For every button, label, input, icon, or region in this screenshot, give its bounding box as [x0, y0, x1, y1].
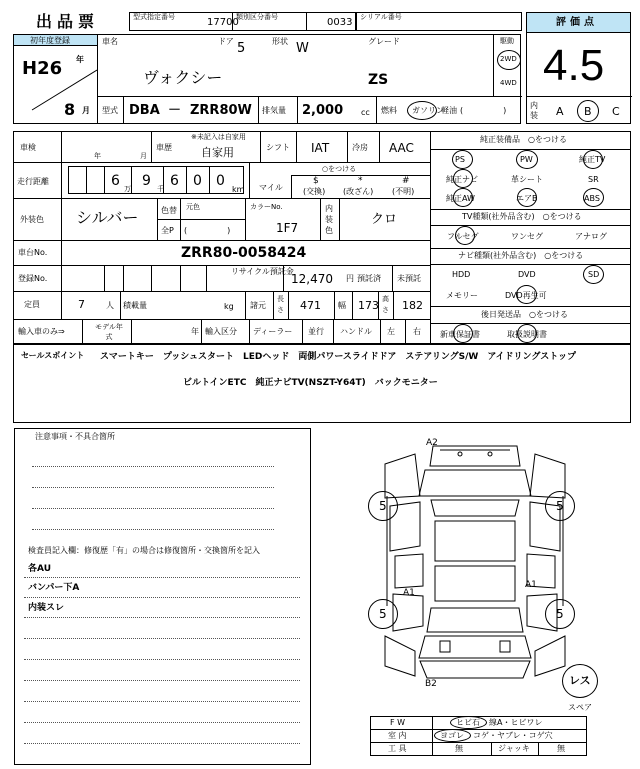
grade-value: ZS — [368, 72, 389, 88]
interior-label: 内装 — [530, 101, 538, 120]
table-jack-label: ジャッキ — [498, 744, 530, 753]
all-paint-label: 全P — [161, 226, 174, 235]
import-type-label: 輸入区分 — [205, 327, 237, 336]
equip-aw: 純正AW — [446, 194, 475, 203]
note-line-2: バンパー下A — [28, 583, 80, 593]
model-year-unit: 年 — [191, 327, 199, 336]
era-year: H26 — [22, 58, 63, 79]
table-fw-other: 線A・ヒビワレ — [489, 718, 543, 727]
shift-value: IAT — [311, 141, 330, 155]
navi-memory: メモリー — [446, 291, 478, 300]
damage-mark-b2: B2 — [425, 679, 437, 689]
drive-2wd: 2WD — [500, 55, 517, 63]
inspection-year-unit: 年 — [94, 152, 101, 160]
history-note: ※未記入は自家用 — [191, 133, 246, 141]
navi-sd: SD — [588, 270, 600, 279]
tire-front-right: 5 — [556, 499, 564, 513]
table-jack-value: 無 — [557, 744, 565, 753]
grade-a: A — [556, 105, 564, 118]
width-label: 幅 — [338, 301, 346, 310]
color-label: 外装色 — [20, 215, 44, 224]
category-label: 類別区分番号 — [236, 13, 278, 21]
interior-color-value: クロ — [371, 212, 398, 227]
table-fw-chip: ヒビ石 — [456, 718, 480, 727]
cc-unit: cc — [361, 108, 370, 117]
import-parallel: 並行 — [308, 327, 324, 336]
grade-c: C — [612, 105, 620, 118]
selling-points-label: セールスポイント — [21, 351, 85, 360]
tv-oneseg: ワンセグ — [511, 232, 543, 241]
damage-mark-a1-left: A1 — [403, 588, 415, 598]
fuel-other: ( ) — [460, 106, 507, 115]
mileage-digit-2: 6 — [111, 173, 120, 189]
table-tools-value: 無 — [455, 744, 463, 753]
tire-rear-left: 5 — [379, 607, 387, 621]
table-interior-label: 室 内 — [388, 731, 407, 740]
mileage-digit-5: 0 — [193, 173, 202, 189]
month-unit: 月 — [82, 106, 90, 115]
car-name-label: 車名 — [102, 37, 118, 46]
table-fw-circle — [450, 716, 487, 729]
after-warranty: 新車保証書 — [440, 330, 480, 339]
navi-title: ナビ種類(社外品含む) ○をつける — [458, 251, 584, 260]
load-label: 積載量 — [123, 301, 147, 310]
mileage-digit-6: 0 — [216, 173, 225, 189]
inspection-label: 車検 — [20, 143, 36, 152]
handle-right: 右 — [413, 327, 421, 336]
mark-star-desc: (改ざん) — [343, 187, 374, 196]
capacity-label: 定員 — [24, 300, 40, 309]
tv-title: TV種類(社外品含む) ○をつける — [462, 212, 582, 221]
history-value: 自家用 — [201, 146, 234, 159]
chassis-value: ZRR80-0058424 — [181, 245, 307, 261]
mark-star: * — [358, 176, 363, 186]
first-reg-label: 初年度登録 — [30, 36, 70, 45]
km-unit: km — [232, 185, 245, 194]
table-interior-circle — [434, 729, 471, 742]
fuel-circle — [407, 101, 437, 120]
inspection-month-unit: 月 — [140, 152, 147, 160]
original-color-label: 元色 — [186, 203, 200, 211]
damage-mark-a1-right: A1 — [525, 580, 537, 590]
displacement-value: 2,000 — [302, 103, 344, 118]
drive-label: 駆動 — [500, 37, 514, 45]
type-dash: － — [168, 103, 182, 118]
drive-2wd-circle — [497, 50, 521, 70]
after-title: 後日発送品 ○をつける — [481, 310, 568, 319]
equipment-title: 純正装備品 ○をつける — [480, 135, 567, 144]
mark-hash: # — [402, 176, 410, 186]
equip-airbag: エアB — [516, 194, 538, 203]
year-unit: 年 — [76, 55, 84, 64]
fuel-label: 燃料 — [381, 106, 397, 115]
width-value: 173 — [358, 299, 379, 312]
equip-abs: ABS — [584, 194, 600, 203]
mark-note: ○をつける — [322, 165, 357, 173]
recycle-label: リサイクル預託金 — [231, 267, 294, 276]
car-diagram — [365, 436, 590, 691]
form-title: 出品票 — [36, 12, 100, 31]
import-label: 輸入車のみ⇒ — [18, 327, 65, 336]
shape-value: W — [296, 41, 309, 56]
chassis-label: 車台No. — [18, 248, 48, 257]
color-no-label: カラーNo. — [250, 203, 283, 211]
ac-value: AAC — [389, 141, 414, 155]
model-year-label: モデル年式 — [95, 323, 123, 341]
type-code: ZRR80W — [190, 103, 252, 118]
capacity-unit: 人 — [106, 301, 114, 310]
length-value: 471 — [300, 299, 321, 312]
height-label: 高さ — [382, 295, 389, 314]
tv-analog: アナログ — [575, 232, 607, 241]
after-manual: 取扱説明書 — [507, 330, 547, 339]
tv-fullseg: フルセグ — [447, 232, 479, 241]
length-label: 長さ — [277, 295, 284, 314]
table-tools-label: 工 具 — [388, 744, 407, 753]
equip-pw: PW — [520, 155, 533, 164]
reg-month: 8 — [64, 100, 76, 119]
damage-mark-a2: A2 — [426, 438, 438, 448]
spare-value: レス — [569, 674, 591, 687]
grade-b: B — [584, 105, 592, 118]
grade-label: グレード — [368, 37, 400, 46]
mark-hash-desc: (不明) — [392, 187, 415, 196]
height-value: 182 — [402, 299, 423, 312]
dims-label: 諸元 — [250, 301, 266, 310]
man-unit: 万 — [124, 185, 131, 193]
history-label: 車歴 — [156, 143, 172, 152]
recycle-amount: 12,470 — [291, 272, 333, 286]
kg-unit: kg — [224, 302, 234, 311]
recycle-yen: 円 — [346, 274, 354, 283]
grade-b-circle — [577, 100, 599, 122]
caution-label: 注意事項・不具合箇所 — [35, 432, 115, 441]
type-prefix: DBA — [129, 103, 160, 118]
equip-tv: 純正TV — [579, 155, 606, 164]
shift-label: シフト — [266, 143, 290, 152]
reg-no-label: 登録No. — [18, 274, 48, 283]
door-label: ドア — [218, 37, 234, 46]
color-change-label: 色替 — [161, 206, 177, 215]
import-dealer: ディーラー — [253, 327, 293, 336]
drive-4wd: 4WD — [500, 79, 517, 87]
interior-color-label: 内装色 — [325, 204, 333, 235]
rating-label: 評価点 — [556, 17, 598, 28]
recycle-paid: 預託済 — [357, 274, 381, 283]
model-code-label: 型式指定番号 — [133, 13, 175, 21]
equip-ps: PS — [455, 155, 465, 164]
all-paint-value: ( ) — [184, 226, 231, 235]
color-value: シルバー — [76, 208, 139, 227]
mile-label: マイル — [259, 183, 283, 192]
sen-unit: 千 — [157, 185, 164, 193]
note-line-1: 各AU — [28, 564, 51, 574]
inspector-label: 検査員記入欄：修復歴「有」の場合は修復箇所・交換箇所を記入 — [28, 546, 260, 555]
capacity-value: 7 — [78, 298, 85, 311]
equip-sr: SR — [588, 175, 599, 184]
mark-dollar: $ — [313, 176, 319, 186]
serial-label: シリアル番号 — [360, 13, 402, 21]
ac-label: 冷房 — [352, 143, 368, 152]
spare-label: スペア — [568, 703, 592, 712]
equip-navi: 純正ナビ — [446, 175, 478, 184]
color-no-value: 1F7 — [276, 221, 299, 235]
doors-value: 5 — [237, 41, 246, 56]
type-label: 型式 — [102, 106, 118, 115]
table-interior-dirt: ヨゴレ — [440, 731, 464, 740]
navi-dvd: DVD — [518, 270, 536, 279]
rating-score: 4.5 — [543, 41, 605, 90]
selling-points-line1: スマートキー プッシュスタート LEDヘッド 両側パワースライドドア ステアリングS/W アイドリングストップ — [100, 352, 577, 362]
fuel-value: ガソリン — [412, 106, 444, 115]
table-fw-label: F W — [390, 718, 406, 727]
recycle-unpaid: 未預託 — [397, 274, 421, 283]
mileage-digit-4: 6 — [170, 173, 179, 189]
car-name-value: ヴォクシー — [143, 68, 223, 87]
mileage-label: 走行距離 — [17, 177, 49, 186]
model-code-value: 17700 — [207, 17, 239, 28]
equip-leather: 革シート — [511, 175, 543, 184]
mileage-digit-3: 9 — [142, 173, 151, 189]
tire-front-left: 5 — [379, 499, 387, 513]
navi-dvd-playback: DVD再生可 — [505, 291, 547, 300]
light-oil-label: 軽油 — [441, 106, 457, 115]
shape-label: 形状 — [272, 37, 288, 46]
category-value: 0033 — [327, 17, 353, 28]
table-interior-other: コゲ・ヤブレ・コゲ穴 — [473, 731, 553, 740]
mark-dollar-desc: (交換) — [303, 187, 326, 196]
tire-rear-right: 5 — [556, 607, 564, 621]
handle-label: ハンドル — [340, 327, 372, 336]
selling-points-line2: ビルトインETC 純正ナビTV(NSZT-Y64T) バックモニター — [183, 378, 438, 388]
displacement-label: 排気量 — [262, 106, 286, 115]
navi-hdd: HDD — [452, 270, 471, 279]
note-line-3: 内装スレ — [28, 603, 65, 613]
handle-left: 左 — [387, 327, 395, 336]
